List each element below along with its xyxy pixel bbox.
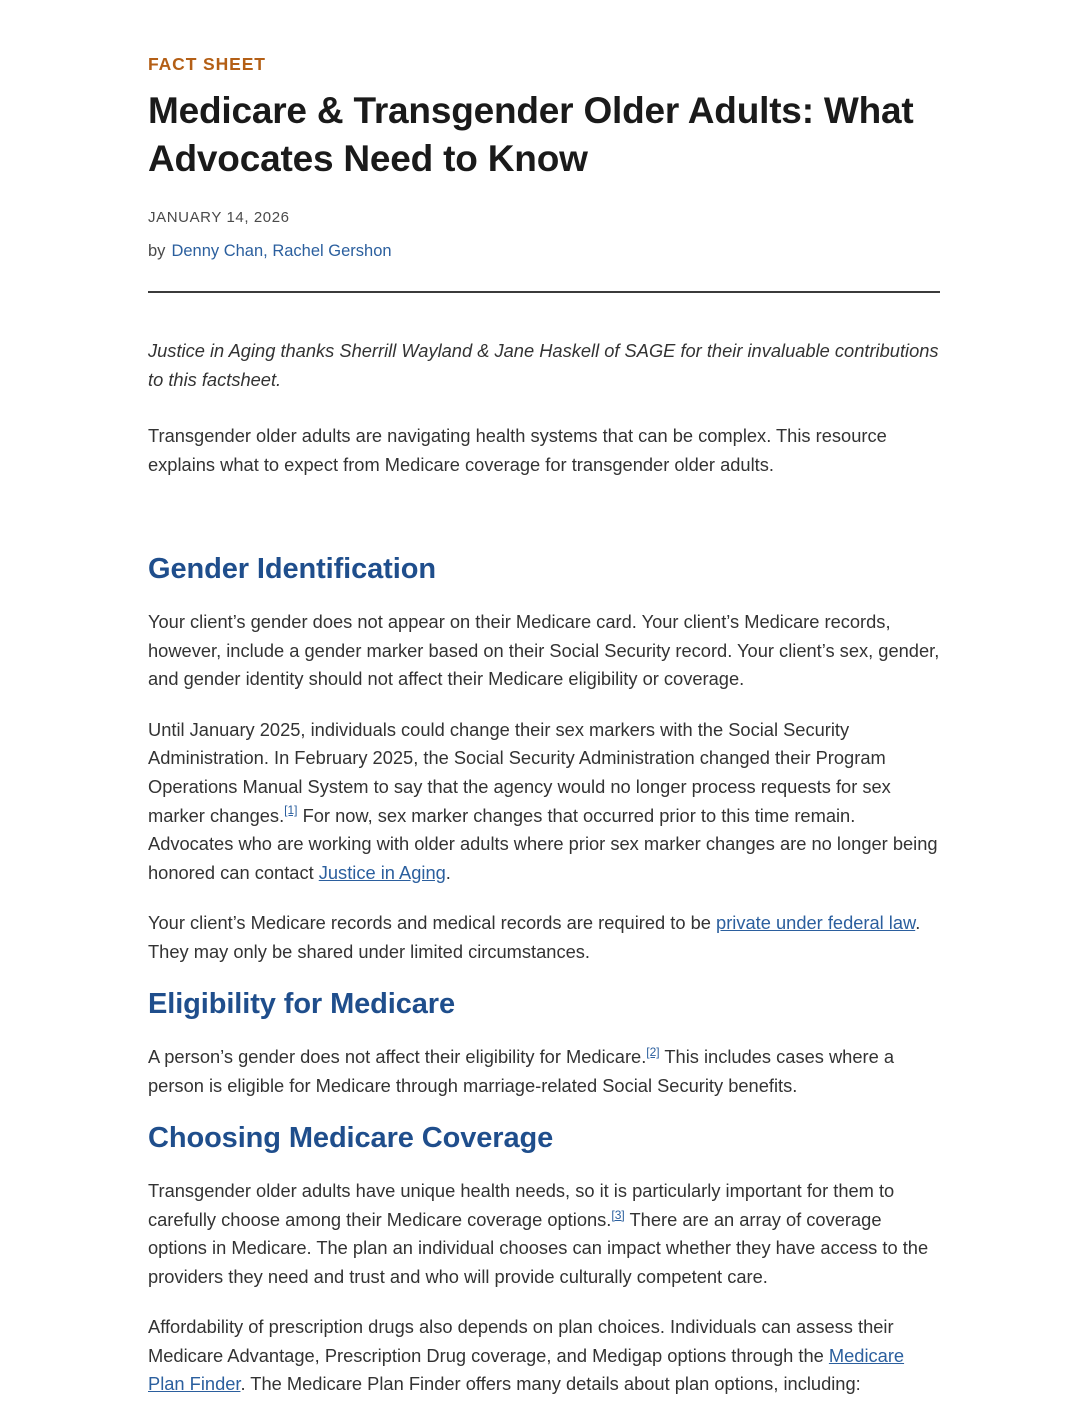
eligibility-paragraph-1 bbox=[148, 1043, 940, 1100]
header-divider bbox=[148, 291, 940, 293]
byline-prefix: by bbox=[148, 242, 166, 261]
section-heading-gender-identification: Gender Identification bbox=[148, 553, 436, 586]
para-text: Transgender older adults have unique health needs, so it is particularly important for them to carefully choose among their Medicare coverage options. bbox=[148, 1180, 895, 1230]
footnote-link-2[interactable]: [2] bbox=[646, 1045, 660, 1060]
para-text: Your client’s Medicare records and medical records are required to be bbox=[148, 912, 717, 934]
document-kicker: FACT SHEET bbox=[148, 54, 266, 74]
section-heading-eligibility-for-medicare: Eligibility for Medicare bbox=[148, 988, 455, 1021]
footnote-link-1[interactable]: [1] bbox=[284, 803, 298, 818]
publication-date: JANUARY 14, 2026 bbox=[148, 209, 290, 227]
para-text: . bbox=[445, 861, 451, 883]
para-text: A person’s gender does not affect their eligibility for Medicare. bbox=[148, 1046, 647, 1068]
gender-identification-paragraph-2 bbox=[148, 716, 940, 887]
page-title: Medicare & Transgender Older Adults: What Advocates Need to Know bbox=[148, 90, 914, 180]
para-text: Affordability of prescription drugs also depends on plan choices. Individuals can assess their Medicare Advantage, Prescription Drug coverage, and Medigap options through the bbox=[148, 1316, 894, 1366]
gender-identification-paragraph-1: Your client’s gender does not appear on their Medicare card. Your client’s Medicare records, however, include a gender marker based on their Social Security record. Your client’s sex, gender, and gender identity should not affect their Medicare eligibility or coverage. bbox=[148, 611, 940, 690]
author-links[interactable]: Denny Chan, Rachel Gershon bbox=[171, 242, 392, 261]
para-text: For now, sex marker changes that occurred prior to this time remain. Advocates who are working with older adults where prior sex marker changes are no longer being honored can contact bbox=[148, 804, 938, 883]
link-medicare-plan-finder[interactable]: Medicare Plan Finder bbox=[148, 1344, 905, 1395]
footnote-marker-1-wrap bbox=[284, 801, 297, 818]
para-text: There are an array of coverage options in Medicare. The plan an individual chooses can impact whether they have access to the providers they need and trust and who will provide culturally competent care. bbox=[148, 1208, 929, 1287]
para-text: This includes cases where a person is eligible for Medicare through marriage-related Social Security benefits. bbox=[148, 1046, 895, 1096]
footnote-marker-3-wrap bbox=[611, 1206, 624, 1223]
choosing-coverage-paragraph-2 bbox=[148, 1313, 940, 1399]
footnote-marker-2-wrap bbox=[646, 1043, 659, 1060]
para-text: Until January 2025, individuals could change their sex markers with the Social Security Administration. In February 2025, the Social Security Administration changed their Program Operations Manual System to say that the agency would no longer process requests for sex marker changes. bbox=[148, 718, 891, 826]
byline bbox=[148, 242, 940, 261]
link-justice-in-aging[interactable]: Justice in Aging bbox=[318, 861, 446, 883]
section-heading-choosing-medicare-coverage: Choosing Medicare Coverage bbox=[148, 1122, 554, 1155]
acknowledgement-paragraph: Justice in Aging thanks Sherrill Wayland & Jane Haskell of SAGE for their invaluable contributions to this factsheet. bbox=[148, 340, 939, 390]
footnote-link-3[interactable]: [3] bbox=[611, 1207, 625, 1222]
section-spacer bbox=[148, 501, 940, 553]
choosing-coverage-paragraph-1 bbox=[148, 1177, 940, 1291]
gender-identification-paragraph-3 bbox=[148, 909, 940, 966]
para-text: . The Medicare Plan Finder offers many details about plan options, including: bbox=[240, 1373, 861, 1395]
intro-paragraph: Transgender older adults are navigating health systems that can be complex. This resource explains what to expect from Medicare coverage for transgender older adults. bbox=[148, 425, 887, 475]
para-text: . They may only be shared under limited circumstances. bbox=[148, 912, 921, 962]
link-private-under-federal-law[interactable]: private under federal law bbox=[716, 912, 916, 934]
